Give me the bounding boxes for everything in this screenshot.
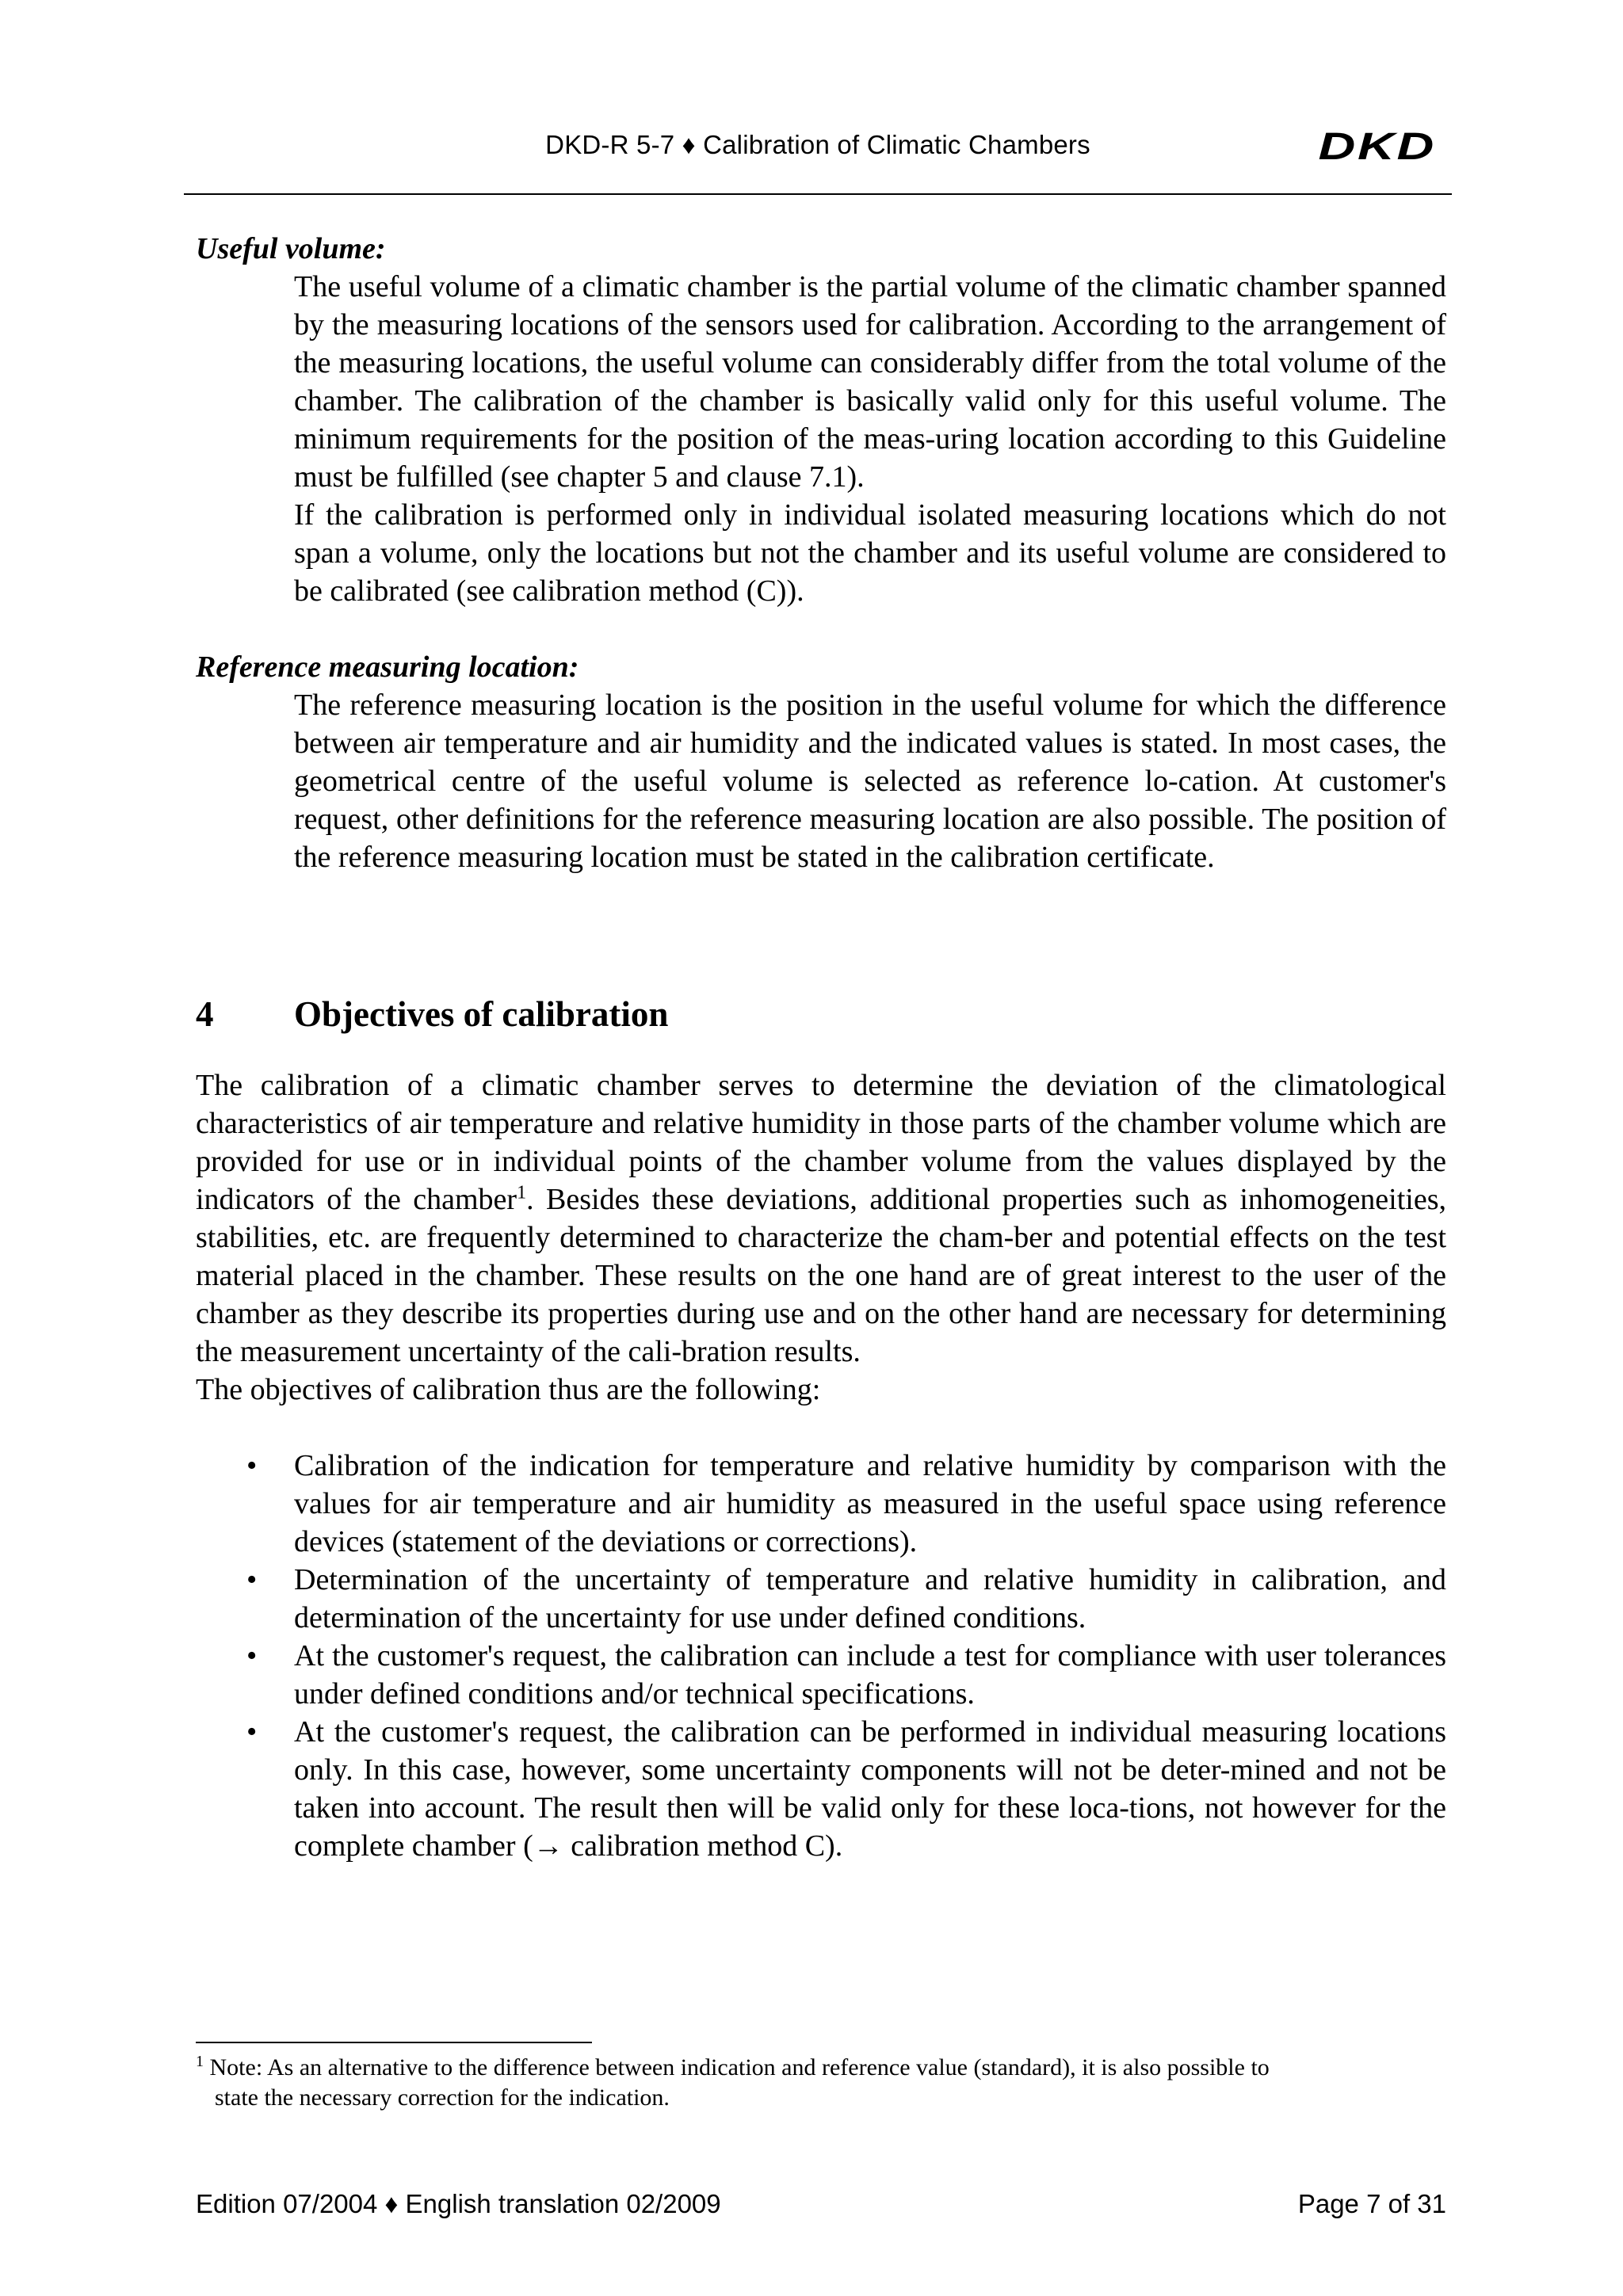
- list-item-text: At the customer's request, the calibration can include a test for compliance with user tolerances under defined conditions and/or technical specifications.: [294, 1639, 1446, 1711]
- term-useful-volume: Useful volume:: [196, 232, 386, 265]
- footnote-text-continued: state the necessary correction for the indication.: [215, 2084, 670, 2111]
- term-reference-location: Reference measuring location:: [196, 650, 579, 684]
- footnote-line: [196, 2053, 1446, 2083]
- list-item-text: Calibration of the indication for temperature and relative humidity by comparison with the values for air temperature and air humidity as measured in the useful space using reference devices (statement of the deviations or corrections).: [294, 1449, 1446, 1558]
- intro-text: The calibration of a climatic chamber serves to determine the deviation of the climatological characteristics of air temperature and relative humidity in those parts of the chamber volume which are provided for use or in individual points of the chamber volume from the values displayed by the indicators of the chamber: [196, 1069, 1446, 1216]
- list-item-text: At the customer's request, the calibration can be performed in individual measuring locations only. In this case, however, some uncertainty components will not be deter-mined and not be taken into account. The result then will be valid only for these loca-tions, not however for the complete chamber (→ calibration method C).: [294, 1715, 1446, 1863]
- header-title: DKD-R 5-7 ♦ Calibration of Climatic Chambers: [545, 130, 1090, 159]
- page-header: [184, 127, 1452, 182]
- section-intro-paragraph: [196, 1066, 1446, 1371]
- page-content: [196, 230, 1446, 1865]
- section-heading: [196, 990, 1446, 1038]
- objectives-lead: The objectives of calibration thus are the following:: [196, 1373, 821, 1406]
- definition-paragraph: The reference measuring location is the position in the useful volume for which the difference between air temperature and air humidity and the indicated values is stated. In most cases, the geometrical centre of the useful volume is selected as reference lo-cation. At customer's request, other definitions for the reference measuring location are also possible. The position of the reference measuring location must be stated in the calibration certificate.: [294, 688, 1446, 874]
- footnote: [196, 2053, 1446, 2113]
- list-item: [196, 1637, 1446, 1713]
- definition-reference-location: [196, 648, 1446, 876]
- header-divider: [184, 193, 1452, 195]
- list-item: [196, 1561, 1446, 1637]
- objectives-list: [196, 1447, 1446, 1865]
- definition-paragraph: If the calibration is performed only in individual isolated measuring locations which do not span a volume, only the locations but not the chamber and its useful volume are considered to be calibrated (see calibration method (C)).: [294, 498, 1446, 608]
- list-item: [196, 1447, 1446, 1561]
- footnote-reference: 1: [517, 1182, 527, 1203]
- edition-info: Edition 07/2004 ♦ English translation 02/2009: [196, 2189, 721, 2218]
- footnote-text: Note: As an alternative to the difference between indication and reference value (standard), it is also possible to: [209, 2054, 1270, 2081]
- bullet-icon: •: [246, 1639, 258, 1672]
- list-item: [196, 1713, 1446, 1865]
- definition-body: [294, 686, 1446, 876]
- footnote-divider: [196, 2042, 592, 2043]
- list-item-text: Determination of the uncertainty of temperature and relative humidity in calibration, and determination of the uncertainty for use under defined conditions.: [294, 1563, 1446, 1634]
- section-number: 4: [196, 994, 214, 1034]
- definition-paragraph: The useful volume of a climatic chamber is the partial volume of the climatic chamber spanned by the measuring locations of the sensors used for calibration. According to the arrangement of the measuring locations, the useful volume can considerably differ from the total volume of the chamber. The calibration of the chamber is basically valid only for this useful volume. The minimum requirements for the position of the meas-uring location according to this Guideline must be fulfilled (see chapter 5 and clause 7.1).: [294, 270, 1446, 494]
- bullet-icon: •: [246, 1715, 258, 1749]
- intro-text-continued: . Besides these deviations, additional properties such as inhomogeneities, stabilities, etc. are frequently determined to characterize the cham-ber and potential effects on the test material placed in the chamber. These results on the one hand are of great interest to the user of the chamber as they describe its properties during use and on the other hand are necessary for determining the measurement uncertainty of the cali-bration results.: [196, 1183, 1446, 1368]
- definition-body: [294, 268, 1446, 610]
- bullet-icon: •: [246, 1563, 258, 1596]
- dkd-logo: DKD: [1318, 126, 1436, 168]
- definition-useful-volume: [196, 230, 1446, 610]
- section-title: Objectives of calibration: [294, 994, 669, 1034]
- footnote-mark: 1: [196, 2053, 204, 2070]
- bullet-icon: •: [246, 1449, 258, 1482]
- page-number: Page 7 of 31: [1297, 2189, 1446, 2218]
